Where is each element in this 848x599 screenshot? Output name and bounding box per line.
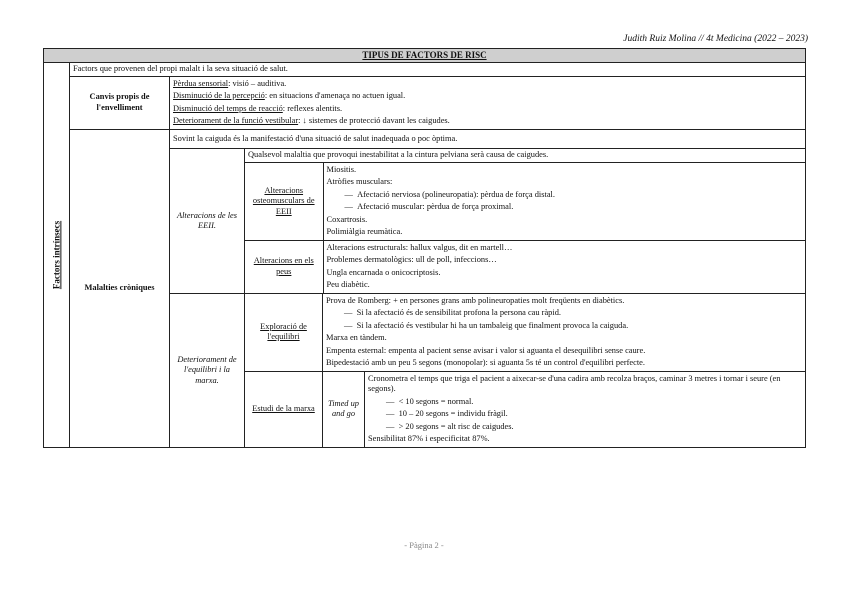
side-label-cell bbox=[44, 63, 70, 448]
balance-label: Deteriorament de l'equilibri i la marxa. bbox=[170, 293, 245, 447]
exploration-label: Exploració de l'equilibri bbox=[245, 293, 323, 371]
gait-label: Estudi de la marxa bbox=[245, 371, 323, 447]
table-row bbox=[44, 63, 806, 77]
intro-text: Factors que provenen del propi malalt i la seva situació de salut. bbox=[70, 63, 806, 77]
list-item: Disminució de la percepció: en situacions d'amenaça no actuen igual. bbox=[173, 91, 406, 101]
aging-label: Canvis propis de l'envelliment bbox=[70, 76, 170, 129]
osteomuscular-items: Miositis. Atròfies musculars: — Afectació nerviosa (polineuropatia): pèrdua de força distal. — Afectació muscular: pèrdua de força proximal. Coxartrosis. Polimiàlgia reumàtica. bbox=[323, 162, 805, 240]
lower-limb-content bbox=[245, 149, 806, 294]
risk-factors-table bbox=[43, 48, 806, 448]
osteomuscular-label: Alteracions osteomusculars de EEII bbox=[245, 162, 323, 240]
lower-limb-intro: Qualsevol malaltia que provoqui inestabilitat a la cintura pelviana serà causa de caigudes. bbox=[245, 149, 805, 162]
timed-up-and-go-label: Timed up and go bbox=[323, 371, 365, 447]
chronic-label: Malalties cròniques bbox=[70, 129, 170, 447]
aging-items bbox=[170, 76, 806, 129]
list-item: Disminució del temps de reacció: reflexes alentits. bbox=[173, 103, 343, 113]
feet-label: Alteracions en els peus bbox=[245, 240, 323, 293]
side-label: Factors intrínsecs bbox=[50, 220, 61, 290]
table-row bbox=[44, 129, 806, 149]
page-number: - Pàgina 2 - bbox=[404, 540, 444, 550]
exploration-items: Prova de Romberg: + en persones grans amb polineuropaties molt freqüents en diabètics. — Si la afectació és de sensibilitat profona la persona cau ràpid. — Si la afectació és vestibular hi ha un tambaleig que finalment provoca la caiguda. Marxa en tàndem. Empenta esternal: empenta al pacient sense avisar i valor si aguanta el desequilibri sense caure. Bipedestació amb un peu 5 segons (monopolar): si aguanta 5s té un control d'equilibri perfecte. bbox=[323, 293, 806, 371]
table-title: TIPUS DE FACTORS DE RISC bbox=[44, 49, 806, 63]
lower-limb-label: Alteracions de les EEII. bbox=[170, 149, 245, 294]
chronic-intro: Sovint la caiguda és la manifestació d'una situació de salut inadequada o poc òptima. bbox=[170, 129, 806, 149]
table-title-row bbox=[44, 49, 806, 63]
list-item: Pèrdua sensorial: visió – auditiva. bbox=[173, 78, 287, 88]
feet-items: Alteracions estructurals: hallux valgus, dit en martell… Problemes dermatològics: ull de poll, infeccions… Ungla encarnada o onicocriptosis. Peu diabètic. bbox=[326, 242, 513, 290]
header-author-line: Judith Ruiz Molina // 4t Medicina (2022 – 2023) bbox=[623, 34, 808, 44]
table-row bbox=[44, 76, 806, 129]
gait-items: Cronometra el temps que triga el pacient a aixecar-se d'una cadira amb recolza braços, caminar 3 metres i tornar i seure (en segons). — < 10 segons = normal. — 10 – 20 segons = individu fràgil. — > 20 segons = alt risc de caigudes. Sensibilitat 87% i especificitat 87%. bbox=[365, 371, 806, 447]
list-item: Deteriorament de la funció vestibular: ↓ sistemes de protecció davant les caigudes. bbox=[173, 116, 450, 126]
